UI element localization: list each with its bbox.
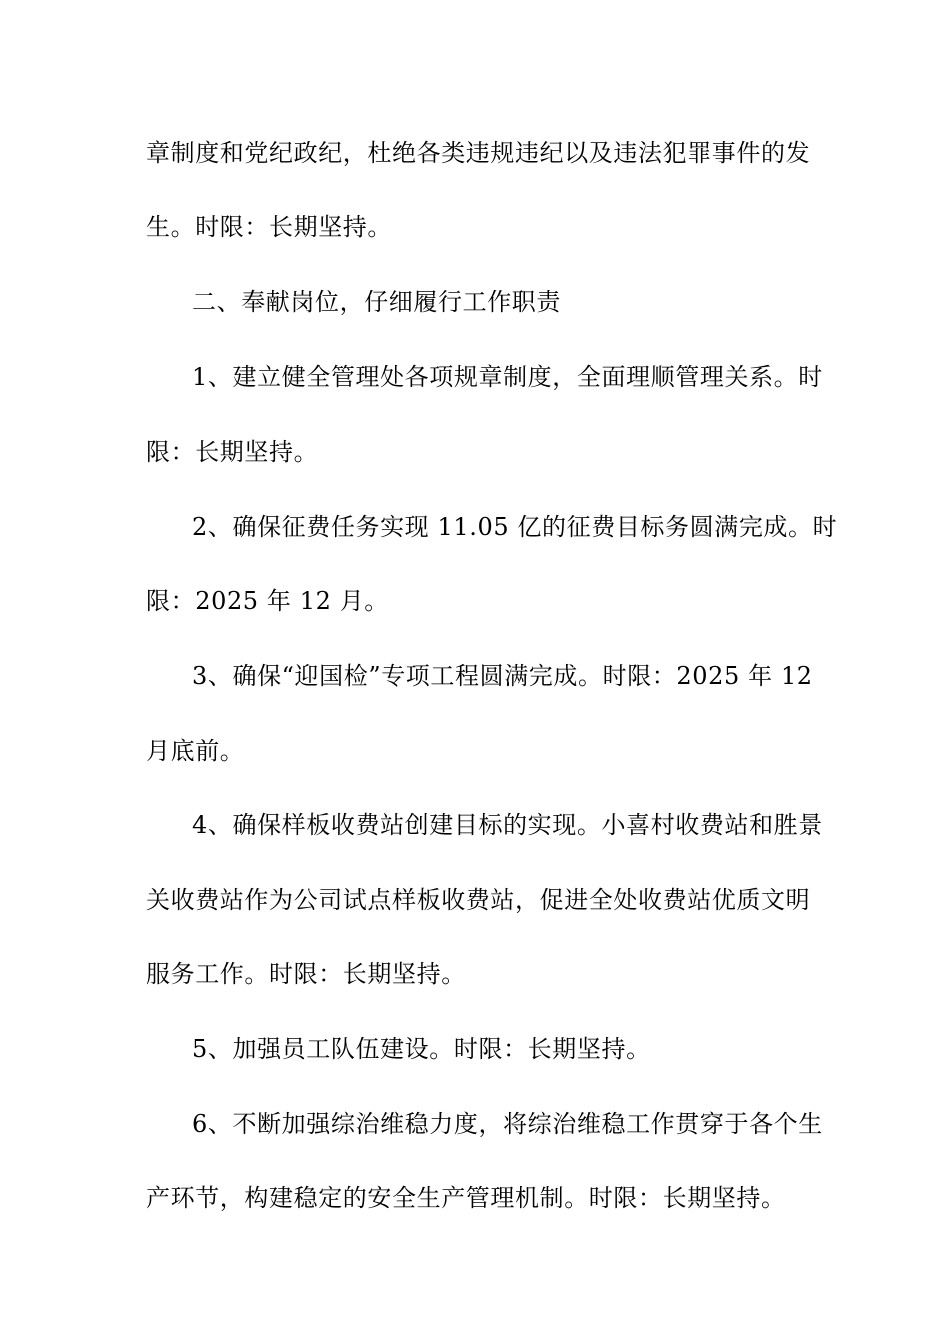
paragraph-line: 5、加强员工队伍建设。时限：长期坚持。 <box>192 1035 651 1063</box>
paragraph-line: 服务工作。时限：长期坚持。 <box>146 960 466 988</box>
paragraph-line: 限：长期坚持。 <box>146 438 319 466</box>
paragraph-line: 章制度和党纪政纪，杜绝各类违规违纪以及违法犯罪事件的发 <box>146 139 811 167</box>
section-heading: 二、奉献岗位，仔细履行工作职责 <box>192 288 561 316</box>
paragraph-line: 6、不断加强综治维稳力度，将综治维稳工作贯穿于各个生 <box>192 1110 823 1138</box>
paragraph-line: 月底前。 <box>146 737 245 765</box>
paragraph-line: 2、确保征费任务实现 11.05 亿的征费目标务圆满完成。时 <box>192 513 838 541</box>
paragraph-line: 1、建立健全管理处各项规章制度，全面理顺管理关系。时 <box>192 363 823 391</box>
paragraph-line: 关收费站作为公司试点样板收费站，促进全处收费站优质文明 <box>146 886 811 914</box>
paragraph-line: 限：2025 年 12 月。 <box>146 587 389 615</box>
paragraph-line: 生。时限：长期坚持。 <box>146 213 392 241</box>
paragraph-line: 4、确保样板收费站创建目标的实现。小喜村收费站和胜景 <box>192 811 823 839</box>
paragraph-line: 产环节，构建稳定的安全生产管理机制。时限：长期坚持。 <box>146 1184 786 1212</box>
paragraph-line: 3、确保“迎国检”专项工程圆满完成。时限：2025 年 12 <box>192 662 813 690</box>
